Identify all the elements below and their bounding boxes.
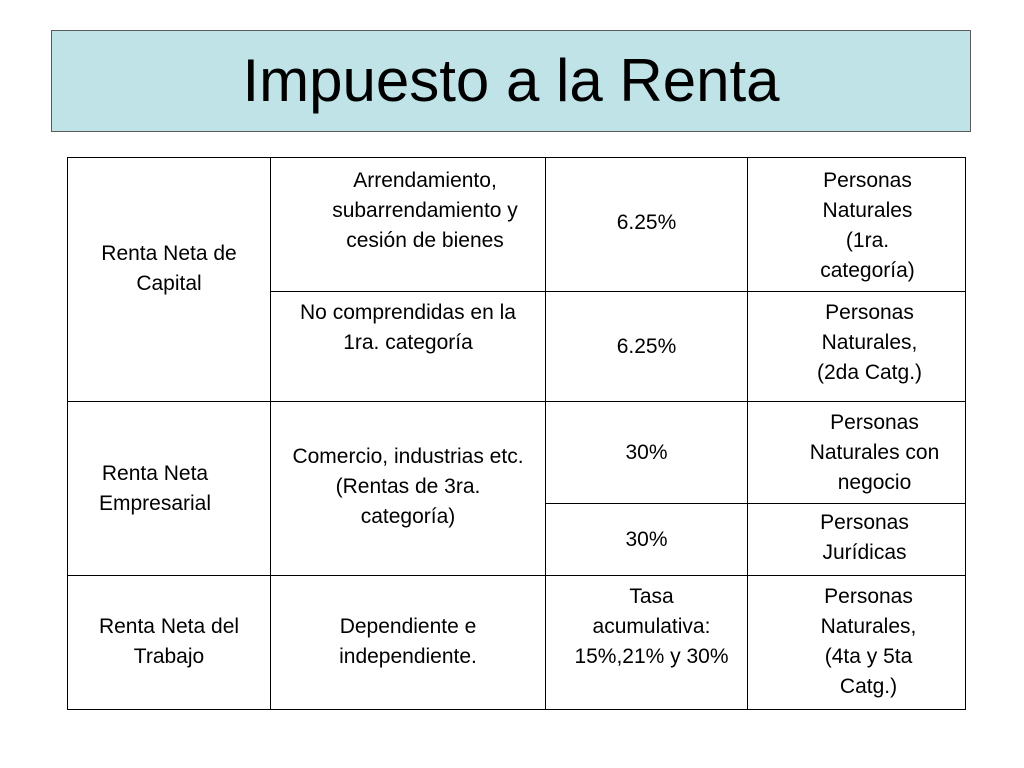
description-text: Arrendamiento, subarrendamiento y cesión de bienes bbox=[332, 169, 518, 252]
category-label: Renta Neta de Capital bbox=[101, 241, 237, 295]
subject-cell bbox=[748, 292, 966, 402]
rate-cell bbox=[546, 292, 748, 402]
subject-text: Personas Naturales con negocio bbox=[809, 411, 940, 494]
category-label: Renta Neta del Trabajo bbox=[98, 615, 240, 668]
category-cell bbox=[68, 402, 271, 576]
description-cell bbox=[271, 158, 546, 292]
income-tax-table bbox=[67, 157, 966, 710]
subject-cell bbox=[748, 402, 966, 504]
category-cell bbox=[68, 158, 271, 402]
category-cell bbox=[68, 576, 271, 710]
description-cell bbox=[271, 292, 546, 402]
description-text: Comercio, industrias etc. (Rentas de 3ra. categoría) bbox=[292, 445, 524, 528]
subject-text: Personas Naturales, (2da Catg.) bbox=[816, 301, 923, 384]
rate-text: 6.25% bbox=[616, 334, 677, 358]
category-label: Renta Neta Empresarial bbox=[98, 461, 212, 515]
table-row bbox=[68, 158, 966, 292]
title-banner bbox=[51, 30, 971, 132]
rate-cell bbox=[546, 576, 748, 710]
rate-text: 30% bbox=[625, 441, 668, 464]
subject-cell bbox=[748, 158, 966, 292]
subject-text: Personas Naturales, (4ta y 5ta Catg.) bbox=[820, 585, 917, 698]
subject-cell bbox=[748, 504, 966, 576]
table-row bbox=[68, 576, 966, 710]
description-text: Dependiente e independiente. bbox=[339, 615, 477, 668]
description-cell bbox=[271, 402, 546, 576]
table-row bbox=[68, 402, 966, 504]
rate-text: 6.25% bbox=[616, 210, 677, 234]
rate-text: 30% bbox=[625, 527, 668, 551]
rate-cell bbox=[546, 504, 748, 576]
rate-text: Tasa acumulativa: 15%,21% y 30% bbox=[574, 585, 729, 668]
subject-text: Personas Jurídicas bbox=[820, 511, 909, 564]
slide-title: Impuesto a la Renta bbox=[242, 47, 780, 114]
rate-cell bbox=[546, 402, 748, 504]
description-text: No comprendidas en la 1ra. categoría bbox=[300, 301, 516, 354]
subject-cell bbox=[748, 576, 966, 710]
rate-cell bbox=[546, 158, 748, 292]
description-cell bbox=[271, 576, 546, 710]
subject-text: Personas Naturales (1ra. categoría) bbox=[820, 169, 915, 282]
